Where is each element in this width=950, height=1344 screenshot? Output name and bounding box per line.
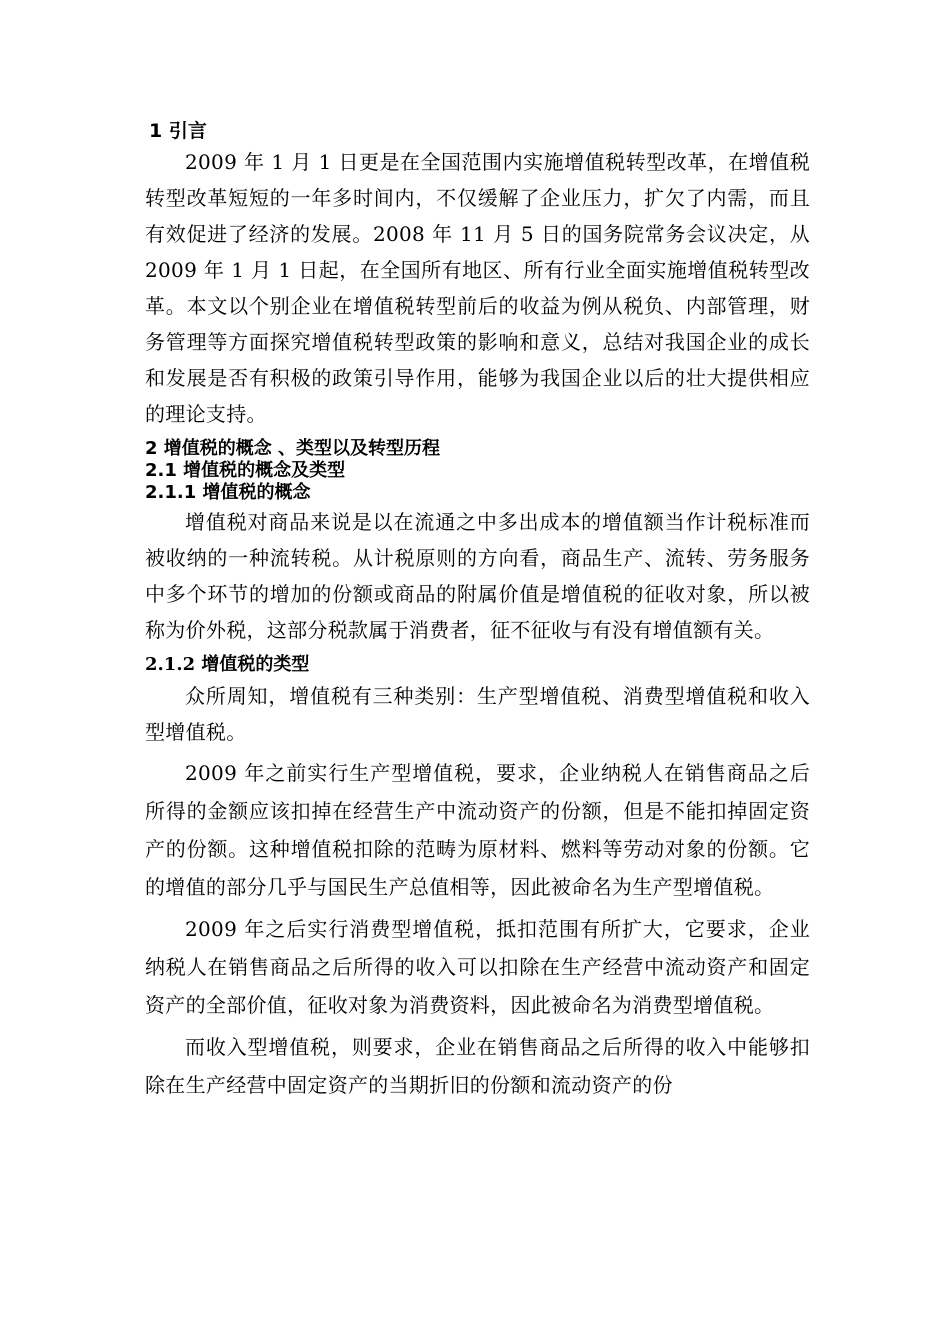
heading-section-2-1-2: 2.1.2 增值税的类型	[145, 654, 310, 675]
paragraph-vat-concept: 增值税对商品来说是以在流通之中多出成本的增值额当作计税标准而被收纳的一种流转税。从计税原则的方向看，商品生产、流转、劳务服务中多个环节的增加的份额或商品的附属价值是增值税的征收对象，所以被称为价外税，这部分税款属于消费者，征不征收与有没有增值额有关。	[145, 510, 810, 642]
heading-section-2-1-1: 2.1.1 增值税的概念	[145, 482, 311, 503]
paragraph-consumption-vat: 2009 年之后实行消费型增值税，抵扣范围有所扩大，它要求，企业纳税人在销售商品之后所得的收入可以扣除在生产经营中流动资产和固定资产的全部价值，征收对象为消费资料，因此被命名为消费型增值税。	[145, 917, 810, 1017]
heading-introduction: 1 引言	[149, 120, 207, 142]
paragraph-introduction: 2009 年 1 月 1 日更是在全国范围内实施增值税转型改革，在增值税转型改革短短的一年多时间内，不仅缓解了企业压力，扩欠了内需，而且有效促进了经济的发展。2008 年 11 月 5 日的国务院常务会议决定，从 2009 年 1 月 1 日起，在全国所有地区、所有行业全面实施增值税转型改革。本文以个别企业在增值税转型前后的收益为例从税负、内部管理，财务管理等方面探究增值税转型政策的影响和意义，总结对我国企业的成长和发展是否有积极的政策引导作用，能够为我国企业以后的壮大提供相应的理论支持。	[145, 150, 810, 426]
document-body	[145, 118, 810, 1104]
paragraph-vat-types-overview: 众所周知，增值税有三种类别：生产型增值税、消费型增值税和收入型增值税。	[145, 684, 810, 744]
heading-section-2-1: 2.1 增值税的概念及类型	[145, 460, 346, 481]
heading-section-2: 2 增值税的概念 、类型以及转型历程	[145, 438, 441, 459]
paragraph-income-vat: 而收入型增值税，则要求，企业在销售商品之后所得的收入中能够扣除在生产经营中固定资产的当期折旧的份额和流动资产的份	[145, 1035, 810, 1097]
paragraph-production-vat: 2009 年之前实行生产型增值税，要求，企业纳税人在销售商品之后所得的金额应该扣掉在经营生产中流动资产的份额，但是不能扣掉固定资产的份额。这种增值税扣除的范畴为原材料、燃料等劳动对象的份额。它的增值的部分几乎与国民生产总值相等，因此被命名为生产型增值税。	[145, 761, 810, 899]
